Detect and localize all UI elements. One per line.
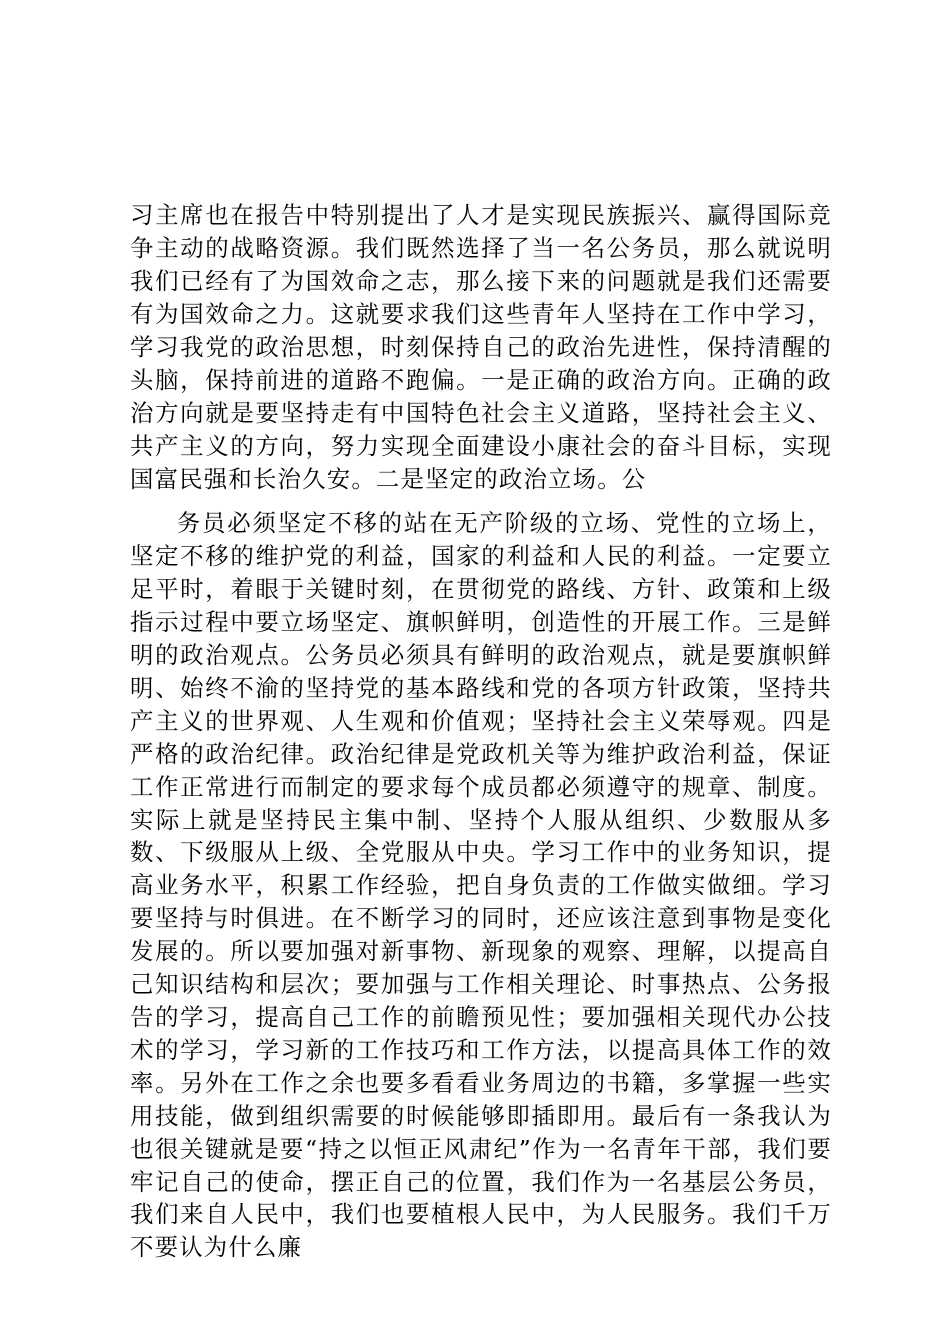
body-paragraph-2: 务员必须坚定不移的站在无产阶级的立场、党性的立场上，坚定不移的维护党的利益，国家的利益和人民的利益。一定要立足平时，着眼于关键时刻，在贯彻党的路线、方针、政策和上级指示过程中要立场坚定、旗帜鲜明，创造性的开展工作。三是鲜明的政治观点。公务员必须具有鲜明的政治观点，就是要旗帜鲜明、始终不渝的坚持党的基本路线和党的各项方针政策，坚持共产主义的世界观、人生观和价值观；坚持社会主义荣辱观。四是严格的政治纪律。政治纪律是党政机关等为维护政治利益，保证工作正常进行而制定的要求每个成员都必须遵守的规章、制度。实际上就是坚持民主集中制、坚持个人服从组织、少数服从多数、下级服从上级、全党服从中央。学习工作中的业务知识，提高业务水平，积累工作经验，把自身负责的工作做实做细。学习要坚持与时俱进。在不断学习的同时，还应该注意到事物是变化发展的。所以要加强对新事物、新现象的观察、理解，以提高自己知识结构和层次；要加强与工作相关理论、时事热点、公务报告的学习，提高自己工作的前瞻预见性；要加强相关现代办公技术的学习，学习新的工作技巧和工作方法，以提高具体工作的效率。另外在工作之余也要多看看业务周边的书籍，多掌握一些实用技能，做到组织需要的时候能够即插即用。最后有一条我认为也很关键就是要“持之以恒正风肃纪”作为一名青年干部，我们要牢记自己的使命，摆正自己的位置，我们作为一名基层公务员，我们来自人民中，我们也要植根人民中，为人民服务。我们千万不要认为什么廉 [130, 509, 832, 1262]
body-paragraph-1: 习主席也在报告中特别提出了人才是实现民族振兴、赢得国际竞争主动的战略资源。我们既然选择了当一名公务员，那么就说明我们已经有了为国效命之志，那么接下来的问题就是我们还需要有为国效命之力。这就要求我们这些青年人坚持在工作中学习，学习我党的政治思想，时刻保持自己的政治先进性，保持清醒的头脑，保持前进的道路不跑偏。一是正确的政治方向。正确的政治方向就是要坚持走有中国特色社会主义道路，坚持社会主义、共产主义的方向，努力实现全面建设小康社会的奋斗目标，实现国富民强和长治久安。二是坚定的政治立场。公 [130, 201, 832, 493]
